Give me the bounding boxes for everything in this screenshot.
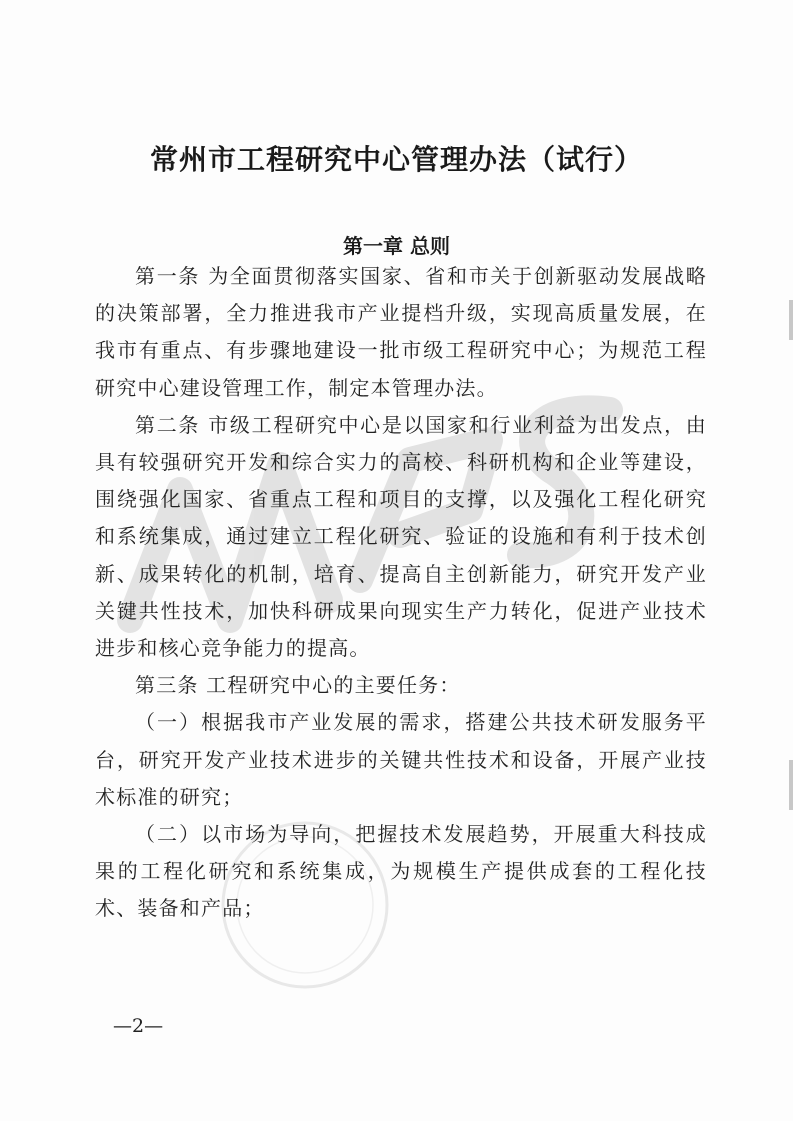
list-item-text: （二）以市场为导向，把握技术发展趋势，开展重大科技成果的工程化研究和系统集成，为规模生产提供成套的工程化技术、装备和产品； [95, 822, 707, 921]
article-label: 第二条 [135, 412, 201, 437]
list-item-paragraph [95, 704, 707, 816]
document-title: 常州市工程研究中心管理办法（试行） [149, 143, 643, 176]
scan-edge-mark [789, 300, 793, 340]
article-label: 第一条 [135, 264, 201, 288]
article-text: 为全面贯彻落实国家、省和市关于创新驱动发展战略的决策部署，全力推进我市产业提档升级，实现高质量发展，在我市有重点、有步骤地建设一批市级工程研究中心；为规范工程研究中心建设管理工作，制定本管理办法。 [95, 264, 707, 400]
page-number: —2— [113, 1015, 164, 1037]
article-text: 工程研究中心的主要任务： [198, 673, 461, 698]
article-paragraph [95, 407, 707, 667]
article-text: 市级工程研究中心是以国家和行业利益为出发点，由具有较强研究开发和综合实力的高校、科研机构和企业等建设，围绕强化国家、省重点工程和项目的支撑，以及强化工程化研究和系统集成，通过建立工程化研究、验证的设施和有利于技术创新、成果转化的机制，培育、提高自主创新能力，研究开发产业关键共性技术，加快科研成果向现实生产力转化，促进产业技术进步和核心竞争能力的提高。 [95, 412, 707, 661]
list-item-paragraph [95, 816, 707, 928]
article-paragraph [95, 258, 707, 407]
chapter-heading: 第一章 总则 [343, 234, 450, 258]
scan-edge-mark [789, 760, 793, 810]
document-body [95, 258, 707, 928]
article-paragraph [95, 667, 707, 704]
article-label: 第三条 [135, 673, 199, 698]
list-item-text: （一）根据我市产业发展的需求，搭建公共技术研发服务平台，研究开发产业技术进步的关键共性技术和设备，开展产业技术标准的研究； [95, 710, 707, 809]
